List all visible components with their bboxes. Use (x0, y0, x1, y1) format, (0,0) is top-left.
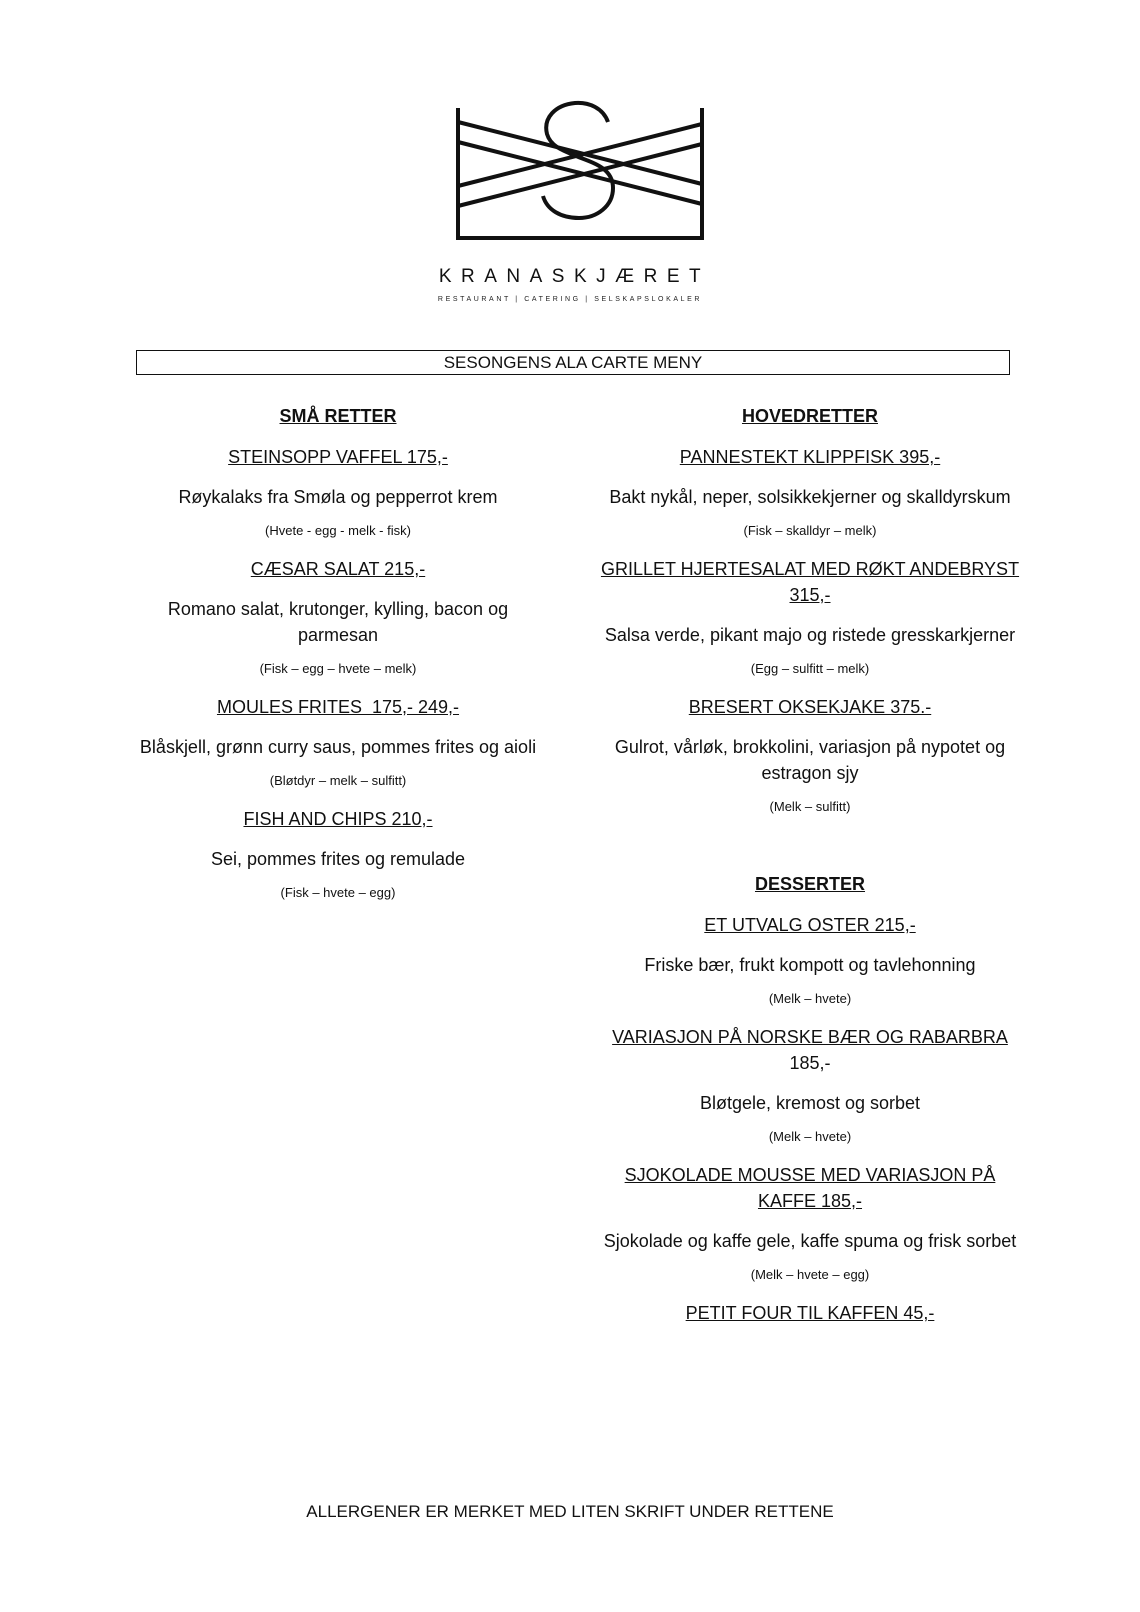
dish-description: Sjokolade og kaffe gele, kaffe spuma og frisk sorbet (603, 1231, 1017, 1251)
dish-name: STEINSOPP VAFFEL 175,- (228, 447, 448, 467)
dish-description: Romano salat, krutonger, kylling, bacon og parmesan (167, 599, 509, 645)
dish-name: PETIT FOUR TIL KAFFEN 45,- (685, 1303, 935, 1323)
dish-name: FISH AND CHIPS 210,- (243, 809, 433, 829)
dish-description: Gulrot, vårløk, brokkolini, variasjon på nypotet og estragon sjy (614, 737, 1006, 783)
dish-allergens: (Melk – sulfitt) (769, 799, 851, 814)
dish-allergens: (Melk – hvete – egg) (750, 1267, 870, 1282)
dish-name: CÆSAR SALAT 215,- (250, 559, 426, 579)
brand-name: KRANASKJÆRET (438, 266, 711, 287)
section-title-hovedretter: HOVEDRETTER (741, 406, 878, 426)
dish-allergens: (Hvete - egg - melk - fisk) (265, 523, 411, 538)
dish-description: Sei, pommes frites og remulade (210, 849, 466, 869)
dish-allergens: (Melk – hvete) (768, 991, 852, 1006)
dish-description: Bakt nykål, neper, solsikkekjerner og skalldyrskum (609, 487, 1011, 507)
section-title-desserter: DESSERTER (754, 874, 866, 894)
dish-name: SJOKOLADE MOUSSE MED VARIASJON PÅ KAFFE 185,- (624, 1165, 996, 1211)
dish-name: GRILLET HJERTESALAT MED RØKT ANDEBRYST 315,- (600, 559, 1020, 605)
left-column (138, 404, 538, 918)
dish-name: PANNESTEKT KLIPPFISK 395,- (679, 447, 941, 467)
dish-name: MOULES FRITES 175,- 249,- (216, 697, 460, 717)
dish-allergens: (Bløtdyr – melk – sulfitt) (269, 773, 407, 788)
dish-description: Friske bær, frukt kompott og tavlehonning (644, 955, 976, 975)
brand-tagline: RESTAURANT | CATERING | SELSKAPSLOKALER (437, 296, 703, 303)
dish-allergens: (Fisk – hvete – egg) (280, 885, 396, 900)
kranaskjaeret-logo (455, 100, 705, 250)
dish-allergens: (Fisk – egg – hvete – melk) (259, 661, 417, 676)
dish-name: BRESERT OKSEKJAKE 375.- (688, 697, 932, 717)
dish-description: Bløtgele, kremost og sorbet (699, 1093, 921, 1113)
dish-description: Salsa verde, pikant majo og ristede gresskarkjerner (604, 625, 1016, 645)
dish-allergens: (Egg – sulfitt – melk) (750, 661, 870, 676)
dish-name: VARIASJON PÅ NORSKE BÆR OG RABARBRA (612, 1027, 1008, 1047)
dish-allergens: (Fisk – skalldyr – melk) (743, 523, 877, 538)
section-title-sma-retter: SMÅ RETTER (279, 406, 397, 426)
dish-description: Røykalaks fra Smøla og pepperrot krem (178, 487, 498, 507)
dish-name: ET UTVALG OSTER 215,- (704, 915, 916, 935)
menu-title: SESONGENS ALA CARTE MENY (136, 350, 1010, 375)
dish-description: Blåskjell, grønn curry saus, pommes frites og aioli (139, 737, 537, 757)
dish-price: 185,- (789, 1053, 831, 1073)
right-column (600, 404, 1020, 1340)
allergen-footer-note: ALLERGENER ER MERKET MED LITEN SKRIFT UNDER RETTENE (306, 1502, 834, 1521)
section-spacer (600, 832, 1020, 872)
dish-allergens: (Melk – hvete) (768, 1129, 852, 1144)
